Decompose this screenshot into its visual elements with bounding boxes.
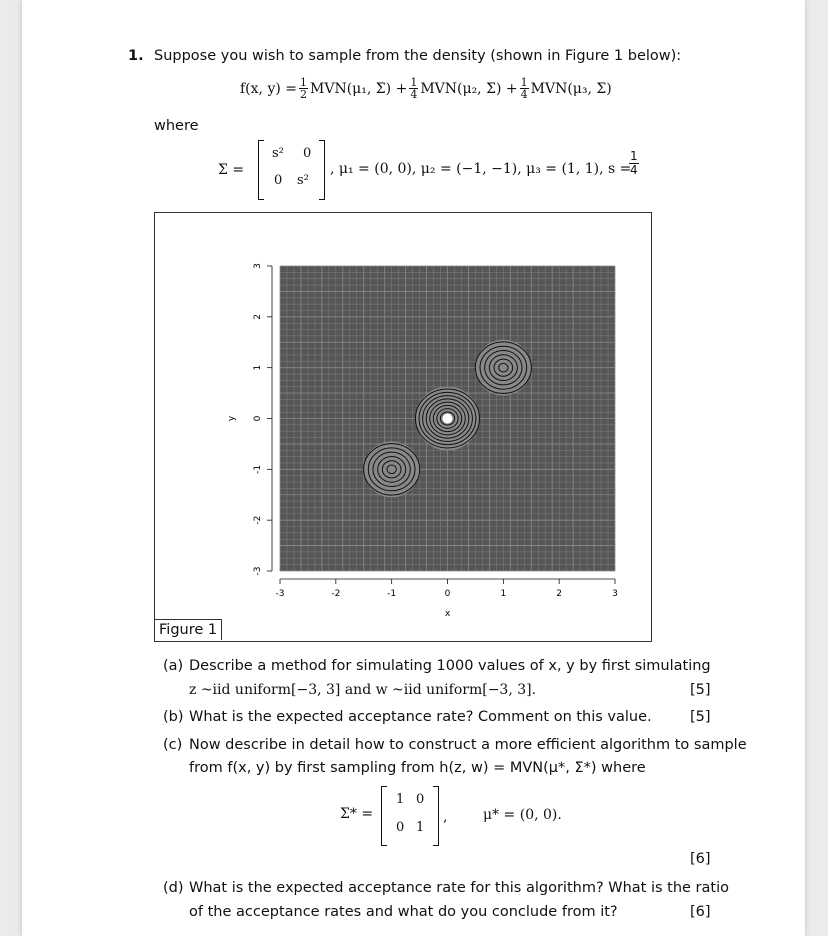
figure-caption: Figure 1 [155, 619, 222, 640]
where-label: where [154, 118, 199, 134]
y-tick-label: -3 [253, 566, 263, 576]
y-tick-label: 3 [253, 263, 263, 269]
part-a-line1: Describe a method for simulating 1000 values of x, y by first simulating [189, 658, 711, 674]
right-bracket-star [433, 786, 439, 846]
part-a-label: (a) [163, 658, 184, 674]
sigma-star-m11: 1 [396, 792, 405, 807]
exam-page: 1. Suppose you wish to sample from the density (shown in Figure 1 below): f(x, y) = $\frac{1}{2}$ MVN(μ₁, Σ) + $\frac{1}{4}$ MVN(μ₂, Σ) + $\frac{1}{4}$ MVN(μ₃, Σ) where Σ = s² 0 0 s² , μ₁ = (0, 0), μ₂ = (−1, −1), μ₃ = (1, 1), s = $\frac{1}{4}$ -3 -2 -1 0 1 2 3 -3 -2 -1 0 1 2 3 x y Figure 1 (a) Describe a method for simulating 1000 values of x, y by first simulating z ~iid uniform[−3, 3] and w ~iid uniform[−3, 3]. [5] (b) What is the expected acceptance rate? Comment on this value. [5] (c) Now describe in detail how to construct a more efficient algorithm to sample from f(x, y) by first sampling from h(z, w) = MVN(μ*, Σ*) where Σ* = 1 0 0 1 , μ* = (0, 0). [6] (d) What is the expected acceptance rate for this algorithm? What is the ratio of the acceptance rates and what do you conclude from it? [6] [22, 0, 805, 936]
x-tick-label: -2 [331, 589, 341, 599]
term-1: MVN(μ₁, Σ) + [310, 80, 408, 97]
left-bracket-star [381, 786, 387, 846]
term-2: MVN(μ₂, Σ) + [420, 80, 518, 97]
part-a-marks: [5] [690, 682, 711, 698]
sigma-star-m22: 1 [416, 820, 425, 835]
sigma-star-m12: 0 [416, 792, 425, 807]
coef-2: $\frac{1}{4}$ [410, 76, 418, 101]
part-d-marks: [6] [690, 904, 711, 920]
question-intro: Suppose you wish to sample from the density (shown in Figure 1 below): [154, 48, 682, 64]
sigma-m21: 0 [274, 173, 283, 188]
contour-fill [364, 441, 420, 497]
part-b-label: (b) [163, 709, 184, 725]
contour-plot [155, 213, 651, 618]
sigma-lhs: Σ = [218, 162, 245, 178]
x-tick-label: 1 [500, 589, 507, 599]
coef-1: $\frac{1}{2}$ [300, 76, 307, 101]
coef-3: $\frac{1}{4}$ [520, 76, 528, 101]
sigma-m12: 0 [303, 146, 312, 161]
y-axis-label: y [227, 415, 237, 422]
x-tick-label: 2 [556, 589, 563, 599]
sigma-star-lhs: Σ* = [340, 806, 374, 822]
part-b-marks: [5] [690, 709, 711, 725]
part-d-line2: of the acceptance rates and what do you conclude from it? [189, 904, 618, 920]
part-d-line1: What is the expected acceptance rate for this algorithm? What is the ratio [189, 880, 729, 896]
part-a-line2: z ~iid uniform[−3, 3] and w ~iid uniform[−3, 3]. [189, 682, 537, 698]
x-tick-label: 3 [612, 589, 618, 599]
part-b-line1: What is the expected acceptance rate? Comment on this value. [189, 709, 652, 725]
part-c-line2: from f(x, y) by first sampling from h(z, w) = MVN(μ*, Σ*) where [189, 760, 646, 776]
y-tick-label: -2 [253, 515, 263, 525]
figure-1 [154, 212, 652, 642]
y-tick-label: -1 [253, 464, 263, 474]
y-tick-label: 1 [253, 364, 263, 371]
x-tick-label: 0 [444, 589, 451, 599]
sigma-m11: s² [272, 146, 284, 161]
part-c-line1: Now describe in detail how to construct a more efficient algorithm to sample [189, 737, 747, 753]
density-formula [240, 77, 612, 100]
y-tick-label: 2 [253, 313, 263, 320]
s-value: $\frac{1}{4}$ [630, 149, 638, 177]
x-tick-label: -1 [387, 589, 397, 599]
sigma-m22: s² [297, 173, 309, 188]
density-lhs: f(x, y) = [240, 80, 297, 97]
right-bracket [319, 140, 325, 200]
x-axis-label: x [444, 609, 451, 618]
contour-peak [443, 414, 453, 424]
part-c-label: (c) [163, 737, 183, 753]
term-3: MVN(μ₃, Σ) [530, 80, 612, 97]
part-d-label: (d) [163, 880, 184, 896]
part-c-marks: [6] [690, 851, 711, 867]
sigma-params: , μ₁ = (0, 0), μ₂ = (−1, −1), μ₃ = (1, 1), s = [330, 161, 632, 177]
y-tick-label: 0 [253, 415, 263, 422]
question-number: 1. [128, 48, 144, 64]
contour-fill [475, 340, 531, 396]
sigma-star-m21: 0 [396, 820, 405, 835]
left-bracket [258, 140, 264, 200]
x-tick-label: -3 [275, 589, 285, 599]
mu-star: μ* = (0, 0). [483, 807, 562, 823]
